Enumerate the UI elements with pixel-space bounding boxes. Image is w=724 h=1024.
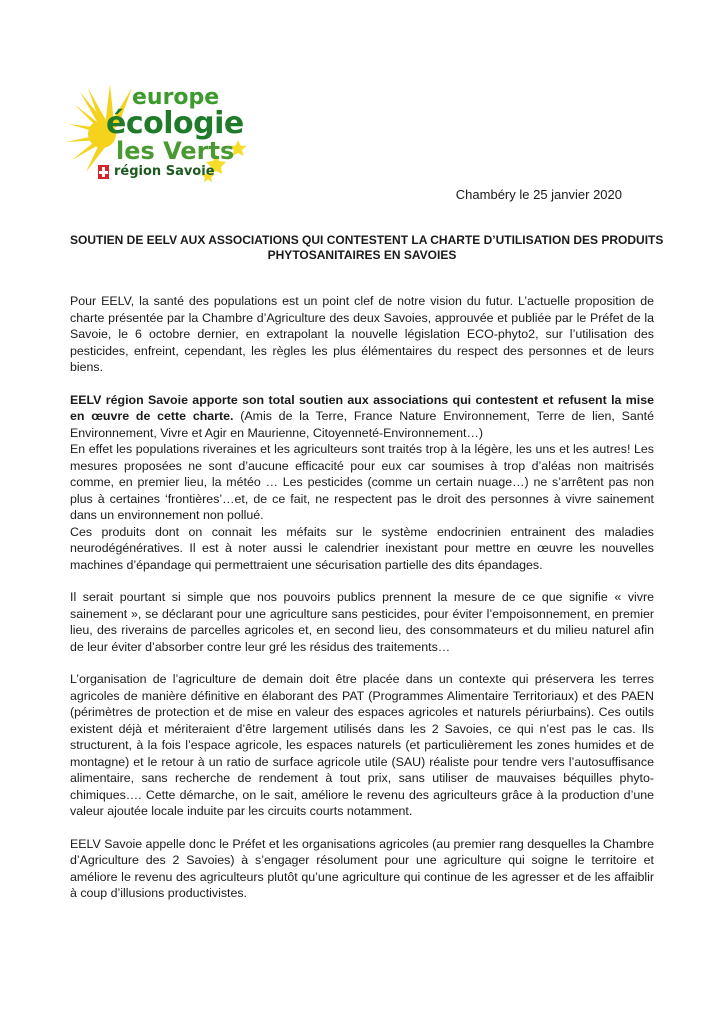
document-date: Chambéry le 25 janvier 2020 xyxy=(455,187,622,202)
paragraph-call: EELV Savoie appelle donc le Préfet et les organisations agricoles (au premier rang desquelles la Chambre d’Agriculture des 2 Savoies) à s’engager résolument pour une agriculture qui soigne le territoire et améliore le revenu des agriculteurs plutôt qu’une agriculture qui continue de les agresser et de les affaiblir à coup d’illusions productivistes. xyxy=(70,836,654,900)
document-body xyxy=(70,293,654,918)
association-list: (Amis de la Terre, France Nature Environnement, Terre de lien, Santé Environnement, Vivre et Agir en Maurienne, Citoyenneté-Environnement…) xyxy=(70,409,654,440)
logo-text-ecologie: écologie xyxy=(106,106,244,141)
support-statement: EELV région Savoie apporte son total soutien aux associations qui contestent et refusent la mise en œuvre de cette charte. xyxy=(70,392,654,423)
savoie-flag-icon xyxy=(98,165,109,179)
logo-text-les-verts: les Verts xyxy=(116,137,235,165)
paragraph-products: Ces produits dont on connait les méfaits sur le système endocrinien entrainent des maladies neurodégénératives. Il est à noter aussi le calendrier inexistant pour mettre en œuvre les nouvelles machines d’épandage qui permettraient une sécurisation partielle des dits épandages. xyxy=(70,524,654,572)
title-line-1: SOUTIEN DE EELV AUX ASSOCIATIONS QUI CONTESTENT LA CHARTE D’UTILISATION DES PRODUITS xyxy=(70,233,664,247)
title-line-2: PHYTOSANITAIRES EN SAVOIES xyxy=(267,248,457,262)
paragraph-public-powers: Il serait pourtant si simple que nos pouvoirs publics prennent la mesure de ce que signifie « vivre sainement », se déclarant pour une agriculture sans pesticides, pour éviter l’empoisonnement, en premier lieu, des riverains de parcelles agricoles et, en second lieu, des consommateurs et du milieu naturel afin de leur éviter d’absorber contre leur gré les résidus des traitements… xyxy=(70,590,654,654)
paragraph-intro: Pour EELV, la santé des populations est un point clef de notre vision du futur. L’actuelle proposition de charte présentée par la Chambre d’Agriculture des deux Savoies, approuvée et publiée par le Préfet de la Savoie, le 6 octobre dernier, en extrapolant la nouvelle législation ECO-phyto2, sur l’utilisation des pesticides, enfreint, cependant, les règles les plus élémentaires du respect des personnes et de leurs biens. xyxy=(70,294,654,374)
paragraph-organisation: L’organisation de l’agriculture de demain doit être placée dans un contexte qui préservera les terres agricoles de manière définitive en élaborant des PAT (Programmes Alimentaire Territoriaux) et des PAEN (périmètres de protection et de mise en valeur des espaces agricoles et naturels périurbains). Ces outils existent déjà et mériteraient d’être largement utilisés dans les 2 Savoies, ce qui n’est pas le cas. Ils structurent, à la fois l’espace agricole, les espaces naturels (et particulièrement les zones humides et de montagne) et le retour à un ratio de surface agricole utile (SAU) réaliste pour tendre vers l’autosuffisance alimentaire, sans recherche de rendement à tout prix, sans utiliser de mauvaises béquilles phyto-chimiques…. Cette démarche, on le sait, améliore le revenu des agriculteurs grâce à la production d’une valeur ajoutée locale induite par les circuits courts notamment. xyxy=(70,672,654,818)
paragraph-populations: En effet les populations riveraines et les agriculteurs sont traités trop à la légère, les uns et les autres! Les mesures proposées ne sont d’aucune efficacité pour eux car soumises à trop d’aléas non maitrisés comme, en premier lieu, la météo … Les pesticides (comme un certain nuage…) ne s’arrêtent pas non plus à certaines ‘frontières’…et, de ce fait, ne respectent pas le droit des personnes à vivre sainement dans un environnement non pollué. xyxy=(70,442,654,522)
document-title xyxy=(70,233,664,263)
logo-text-europe: europe xyxy=(132,85,220,110)
logo-text-region: région Savoie xyxy=(114,164,215,179)
eelv-logo xyxy=(66,84,256,184)
paragraph-support xyxy=(70,392,654,442)
